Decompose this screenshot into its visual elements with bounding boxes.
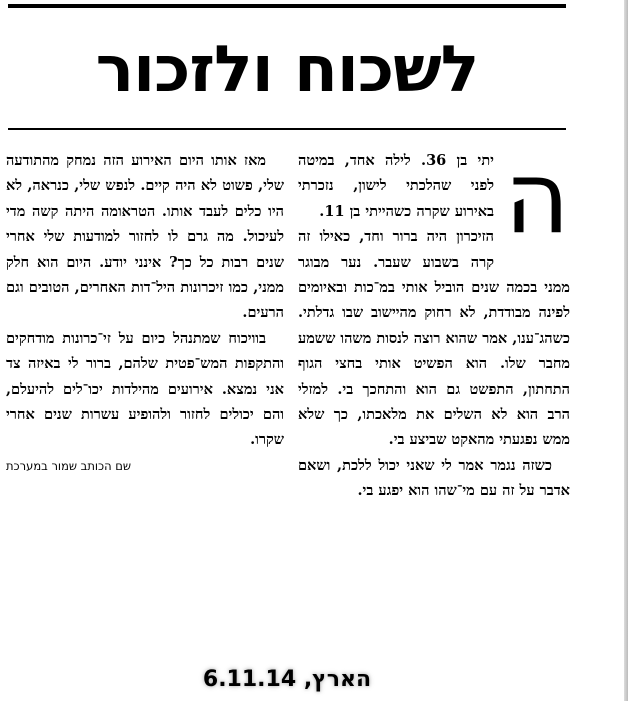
top-rule [8,4,566,8]
paragraph: בוויכוח שמתנהל כיום על זי־כרונות מודחקים והתקפות המש־פטית שלהם, ברור לי באיזה צד אני נמצא. אירועים מהילדות יכו־לים להיעלם, והם יכולים לחזור ולהופיע עשרות שנים אחרי שקרו. [6,329,284,449]
paragraph: יתי בן 36. לילה אחד, במיטה לפני שהלכתי לישון, נזכרתי באירוע שקרה כשהייתי בן 11. [298,152,494,220]
author-credit: שם הכותב שמור במערכת [6,458,132,473]
page-edge [624,0,628,701]
paragraph: מאז אותו היום האירוע הזה נמחק מהתודעה שלי, פשוט לא היה קיים. לנפש שלי, כנראה, לא היו כלים לעבד אותו. הטראומה היתה קשה מדי לעיכול. מה גרם לו לחזור למודעות שלי אחרי שנים רבות כל כך? אינני יודע. היום הוא חלק ממני, כמו זיכרונות היל־דות האחרים, הטובים וגם הרעים. [6,152,284,322]
article-column-left [6,148,284,475]
article-headline: לשכוח ולזכור [95,33,479,107]
headline-rule [8,128,566,130]
article-column-right [298,148,570,504]
paragraph: הזיכרון היה ברור וחד, כאילו זה קרה בשבוע שעבר. נער מבוגר ממני בכמה שנים הוביל אותי במ־כות ובאיומים לפינה מבודדת, לא רחוק מהיישוב שבו גדלתי. כשהג־ענו, אמר שהוא רוצה לנסות משהו ששמע מחבר שלו. הוא הפשיט אותי בחצי הגוף התחתון, התפשט גם הוא והתחכך בי. למזלי הרב הוא לא השלים את מלאכתו, כך שלא ממש נפגעתי מהאקט שביצע בי. [298,228,570,449]
drop-cap: ה [504,148,570,256]
source-caption: הארץ, 6.11.14 [202,667,372,692]
paragraph: כשזה נגמר אמר לי שאני יכול ללכת, ושאם אדבר על זה עם מי־שהו הוא יפגע בי. [298,456,570,500]
